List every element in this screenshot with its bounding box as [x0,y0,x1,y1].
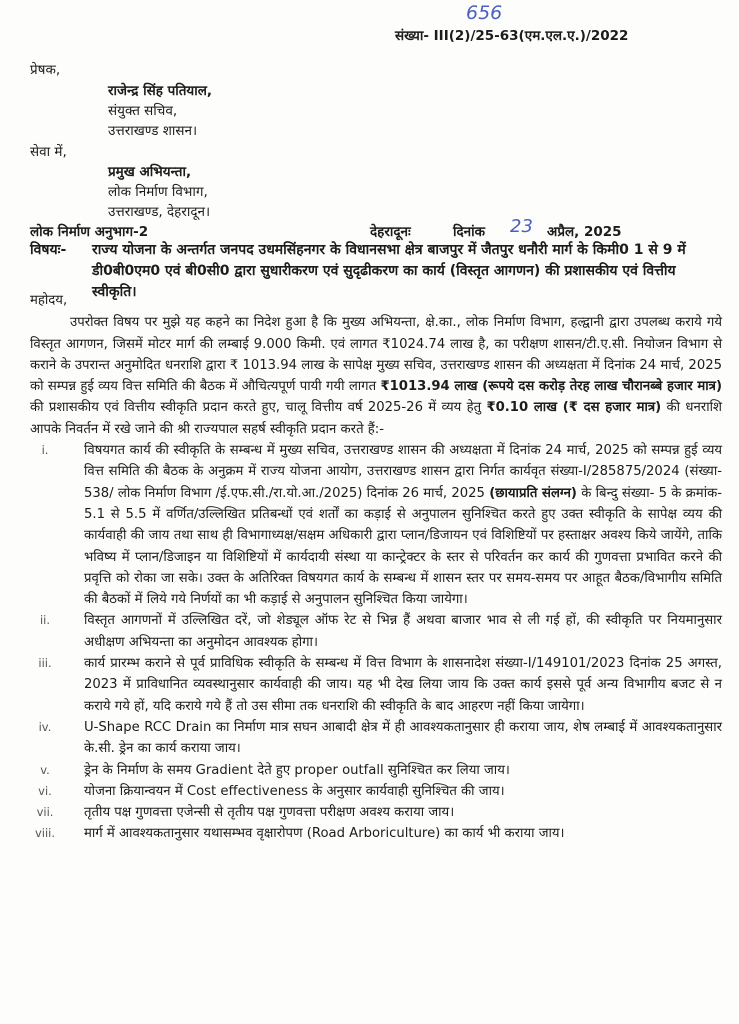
condition-text: विषयगत कार्य की स्वीकृति के सम्बन्ध में मुख्य सचिव, उत्तराखण्ड शासन की अध्यक्षता में दिनांक 24 मार्च, 2025 को सम्पन्न हुई व्यय वित्त समिति की बैठक के अनुक्रम में राज्य योजना आयोग, उत्तराखण्ड शासन द्वारा निर्गत कार्यवृत संख्या-I/285875/2024 (संख्या- 538/ लोक निर्माण विभाग /ई.एफ.सी./रा.यो.आ./2025) दिनांक 26 मार्च, 2025 [84,443,722,501]
condition-number: i. [41,443,49,458]
handwritten-date-day: 23 [510,216,533,237]
condition-text: ड्रेन के निर्माण के समय Gradient देते हुए proper outfall सुनिश्चित कर लिया जाय। [84,762,510,778]
condition-text: U-Shape RCC Drain का निर्माण मात्र सघन आबादी क्षेत्र में ही आवश्यकतानुसार ही कराया जाय, शेष लम्बाई में आवश्यकतानुसार के.सी. ड्रेन का कार्य कराया जाय। [84,719,722,757]
condition-text: विस्तृत आगणनों में उल्लिखित दरें, जो शेड्यूल ऑफ रेट से भिन्न हैं अथवा बाजार भाव से ली गई हों, की स्वीकृति पर नियमानुसार अधीक्षण अभियन्ता का अनुमोदन आवश्यक होगा। [84,613,722,650]
condition-item [30,802,722,823]
condition-number: vii. [36,805,54,820]
sender-office: उत्तराखण्ड शासन। [108,123,198,139]
section-name: लोक निर्माण अनुभाग-2 [30,224,149,240]
condition-bold-text: (छायाप्रति संलग्न) [489,485,577,501]
intro-paragraph [30,312,722,440]
intro-text-1: उपरोक्त विषय पर मुझे यह कहने का निदेश हुआ है कि मुख्य अभियन्ता, क्षे.का., लोक निर्माण विभाग, हल्द्वानी द्वारा उपलब्ध कराये गये विस्तृत आगणन, जिसमें मोटर मार्ग की लम्बाई 9.000 किमी. एवं लागत ₹1024.74 लाख है, का परीक्षण शासन/टी.ए.सी. नियोजन विभाग से कराने के उपरान्त अनुमोदित धनराशि द्वारा ₹ 1013.94 लाख के सापेक्ष मुख्य सचिव, उत्तराखण्ड शासन की अध्यक्षता में दिनांक 24 मार्च, 2025 को सम्पन्न हुई व्यय वित्त समिति की बैठक में औचित्यपूर्ण पायी गयी लागत [30,315,722,395]
condition-item [30,440,722,610]
condition-item [30,760,722,781]
condition-text: तृतीय पक्ष गुणवत्ता एजेन्सी से तृतीय पक्ष गुणवत्ता परीक्षण अवश्य कराया जाय। [84,805,455,821]
sender-designation: संयुक्त सचिव, [108,103,178,119]
conditions-list [30,440,722,845]
recipient-title: प्रमुख अभियन्ता, [108,164,192,180]
sender-label: प्रेषक, [30,62,61,78]
condition-text: कार्य प्रारम्भ कराने से पूर्व प्राविधिक स्वीकृति के सम्बन्ध में वित्त विभाग के शासनादेश संख्या-I/149101/2023 दिनांक 25 अगस्त, 2023 में प्राविधानित व्यवस्थानुसार कार्यवाही की जाय। यह भी देख लिया जाय कि उक्त कार्य इससे पूर्व अन्य विभागीय बजट से न कराये गये हों, यदि कराये गये हैं तो उस सीमा तक धनराशि की स्वीकृति के बाद आहरण नहीं किया जायेगा। [84,656,722,714]
condition-item [30,781,722,802]
condition-number: viii. [34,826,56,841]
condition-text-cont: के बिन्दु संख्या- 5 के क्रमांक- 5.1 से 5.5 में वर्णित/उल्लिखित प्रतिबन्धों एवं शर्तों का कड़ाई से अनुपालन सुनिश्चित करते हुए उक्त स्वीकृति के सापेक्ष व्यय की कार्यवाही की जाय तथा साथ ही विभागाध्यक्ष/सक्षम अधिकारी द्वारा प्लान/डिजायन एवं विशिष्टियों पर हस्ताक्षर अवश्य किये जायेंगे, ताकि भविष्य में प्लान/डिजाइन या विशिष्टियों में कार्यदायी संस्था या कान्ट्रेक्टर के स्तर से परिवर्तन कर कार्य की गुणवत्ता प्रभावित करने की प्रवृत्ति को रोका जा सके। उक्त के अतिरिक्त विषयगत कार्य के सम्बन्ध में शासन स्तर पर समय-समय पर आहूत बैठक/विभागीय समिति की बैठकों में लिये गये निर्णयों का भी कड़ाई से अनुपालन सुनिश्चित किया जायेगा। [84,485,722,608]
letter-body [30,290,722,845]
condition-item [30,610,722,653]
condition-item [30,823,722,844]
condition-number: v. [40,762,50,777]
condition-number: vi. [38,783,52,798]
recipient-place: उत्तराखण्ड, देहरादून। [108,204,211,220]
condition-number: iii. [38,656,52,671]
salutation: महोदय, [30,293,68,308]
condition-number: iv. [38,719,52,734]
recipient-label: सेवा में, [30,144,67,160]
recipient-department: लोक निर्माण विभाग, [108,184,208,200]
intro-text-3: की धनराशि आपके निवर्तन में रखे जाने की श्री राज्यपाल सहर्ष स्वीकृति प्रदान करते हैं:- [30,400,722,437]
intro-text-2: की प्रशासकीय एवं वित्तीय स्वीकृति प्रदान करते हुए, चालू वित्तीय वर्ष 2025-26 में व्यय हेतु [30,400,487,416]
condition-number: ii. [39,613,51,628]
condition-item [30,653,722,717]
date-month-year: अप्रैल, 2025 [547,224,622,240]
condition-text: मार्ग में आवश्यकतानुसार यथासम्भव वृक्षारोपण (Road Arboriculture) का कार्य भी कराया जाय। [84,826,565,842]
subject-text: राज्य योजना के अन्तर्गत जनपद उधमसिंहनगर के विधानसभा क्षेत्र बाजपुर में जैतपुर धनौरी मार्ग के किमी0 1 से 9 में डी0बी0एम0 एवं बी0सी0 द्वारा सुधारीकरण एवं सुदृढीकरण का कार्य (विस्तृत आगणन) की प्रशासकीय एवं वित्तीय स्वीकृति। [92,242,686,300]
handwritten-file-number: 656 [466,2,503,24]
reference-number: संख्या- III(2)/25-63(एम.एल.ए.)/2022 [395,28,629,44]
released-amount: ₹0.10 लाख (₹ दस हजार मात्र) [486,400,662,416]
date-place: देहरादूनः [370,224,411,240]
sanctioned-amount: ₹1013.94 लाख (रूपये दस करोड़ तेरह लाख चौरानब्बे हजार मात्र) [380,379,722,395]
date-label: दिनांक [453,224,486,240]
subject-label: विषयः- [30,242,67,258]
sender-name: राजेन्द्र सिंह पतियाल, [108,83,213,99]
condition-text: योजना क्रियान्वयन में Cost effectiveness के अनुसार कार्यवाही सुनिश्चित की जाय। [84,783,505,799]
condition-item [30,717,722,760]
